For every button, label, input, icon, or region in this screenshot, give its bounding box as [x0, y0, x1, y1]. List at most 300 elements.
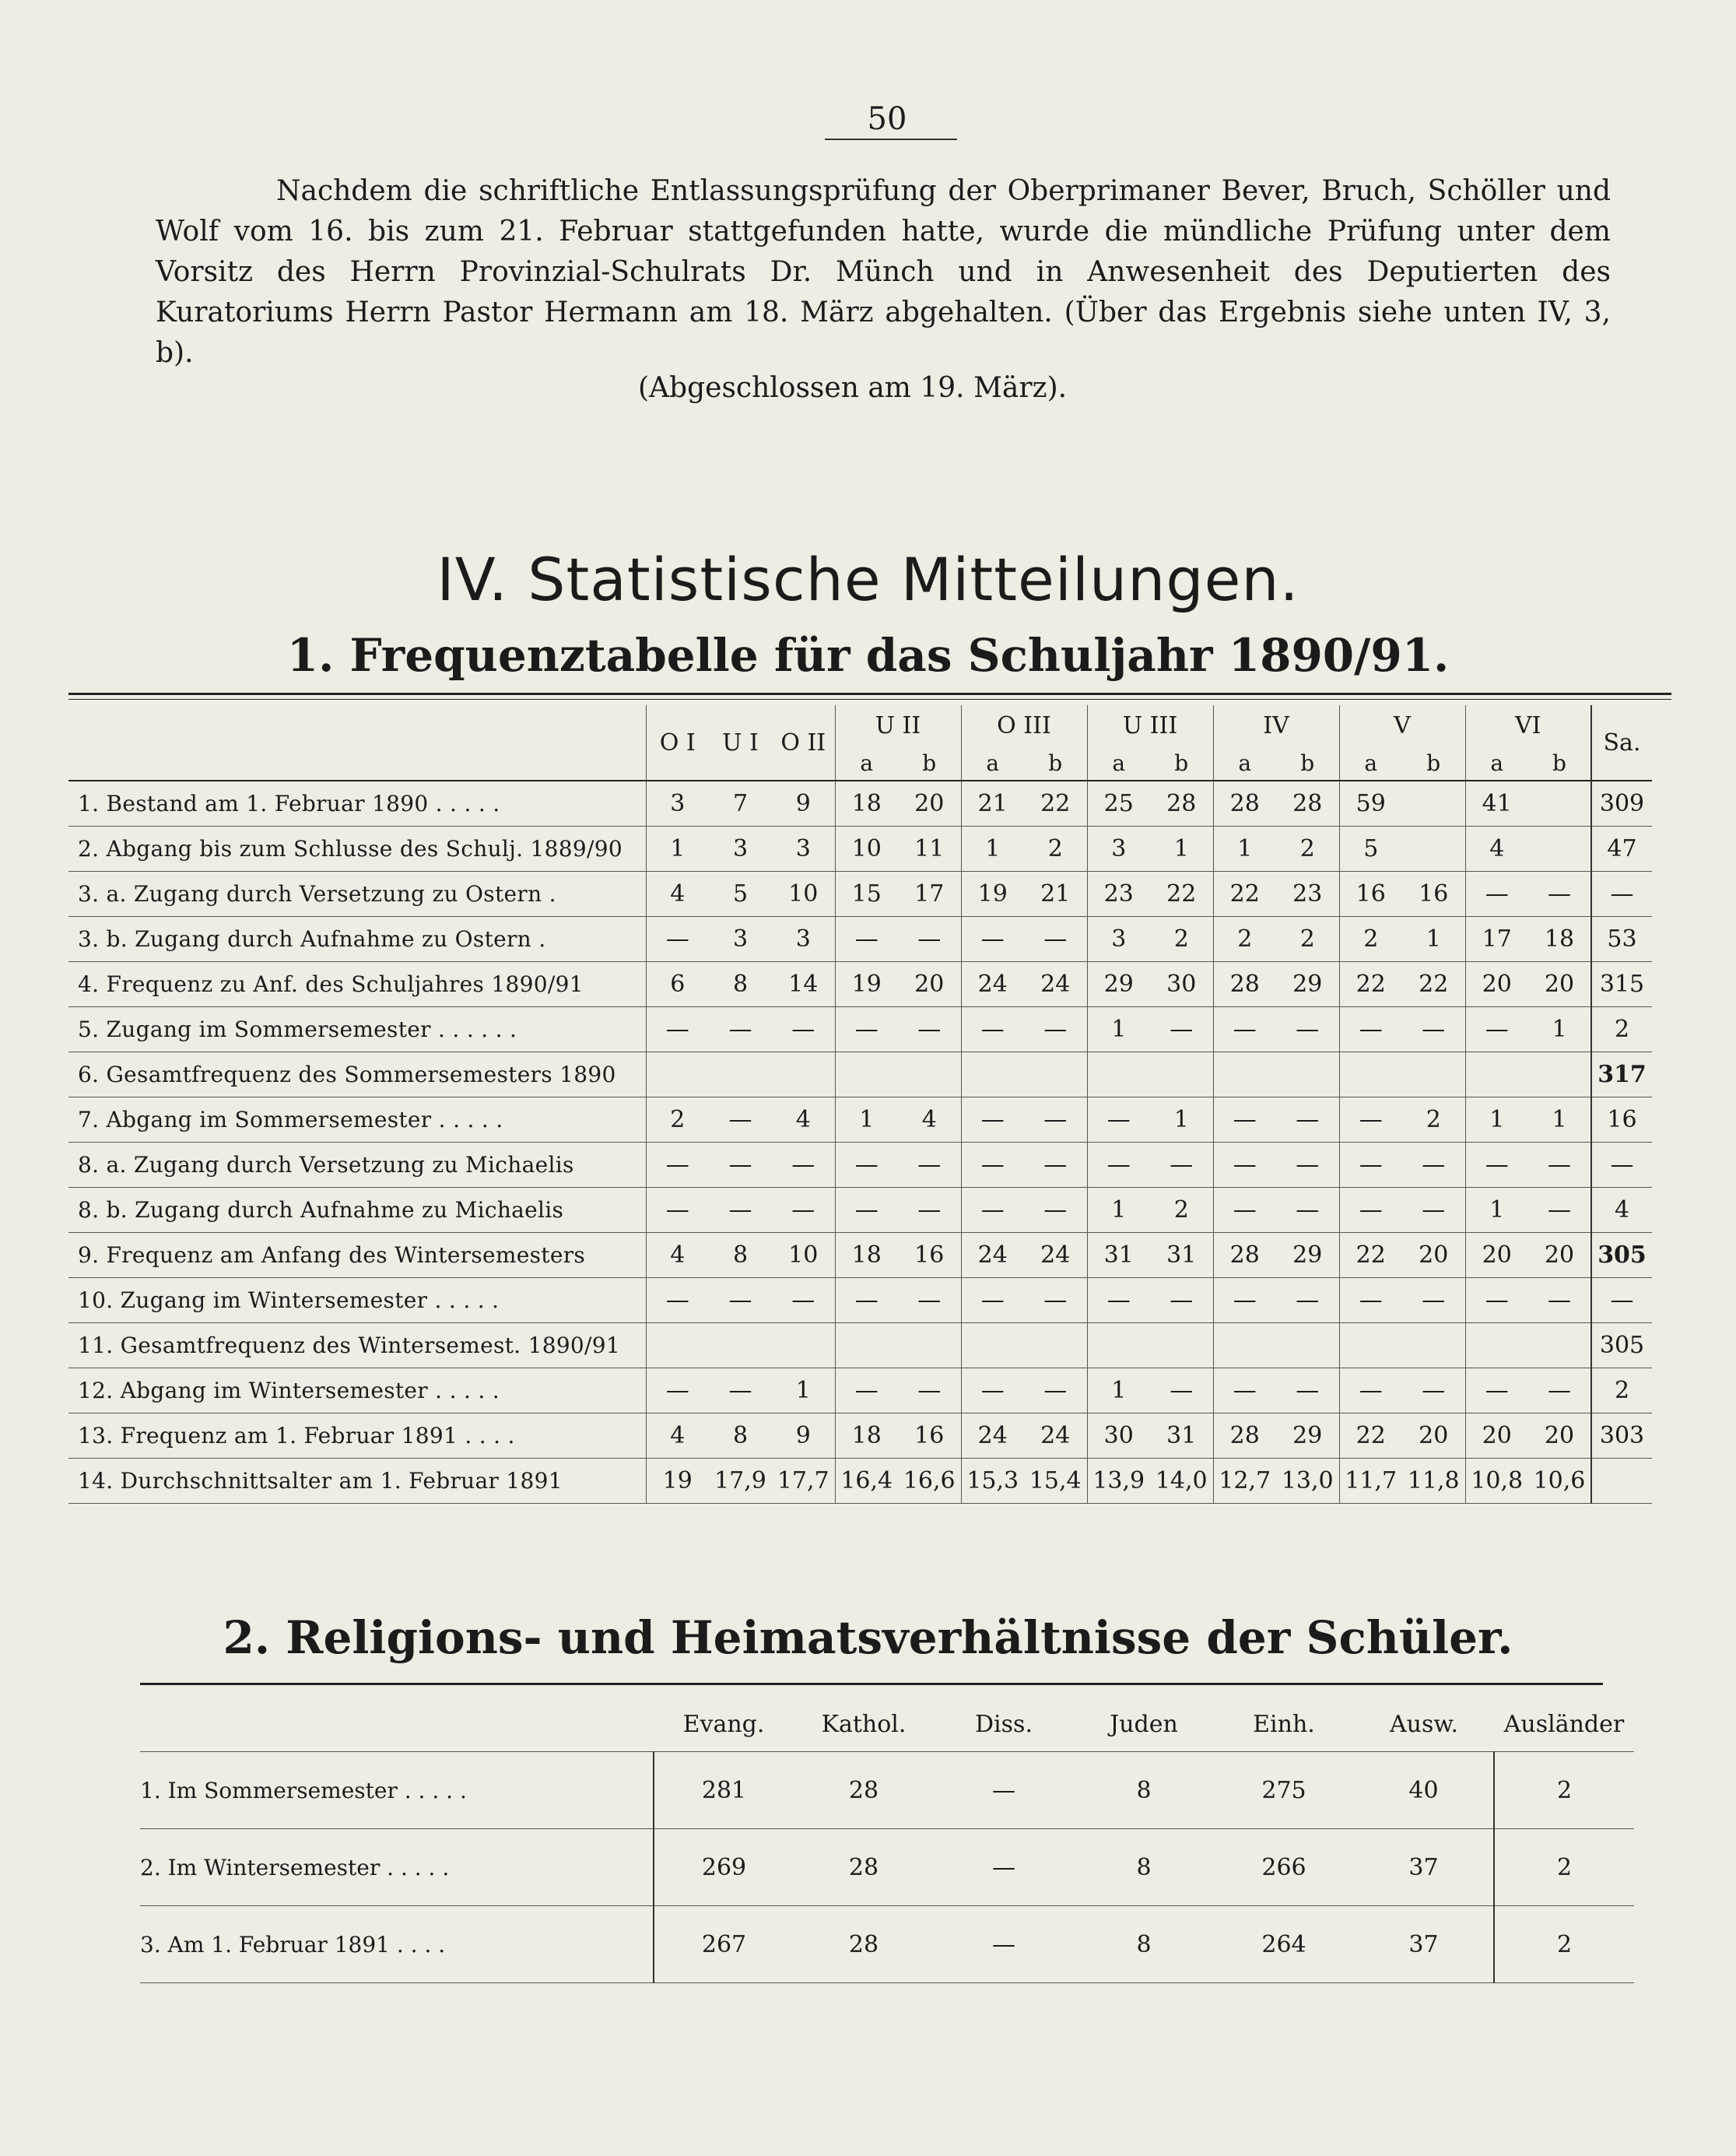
- table-cell: 29: [1292, 1422, 1323, 1449]
- table-cell: 18: [835, 1413, 898, 1459]
- header-uii: U II: [835, 705, 961, 746]
- table-cell: —: [1043, 1196, 1068, 1224]
- table-cell: —: [728, 1287, 752, 1314]
- table-cell: —: [1339, 1007, 1402, 1052]
- table-cell: [835, 1052, 898, 1097]
- table-cell: 1: [646, 827, 709, 872]
- table-cell: 1: [1552, 1106, 1567, 1133]
- table-row: [68, 1143, 1652, 1188]
- table-cell: —: [1043, 1287, 1068, 1314]
- table-cell: 20: [1465, 1233, 1528, 1278]
- table-row: [68, 1323, 1652, 1368]
- table-cell: 8: [732, 1241, 749, 1269]
- subheader-uiii-b: b: [1174, 750, 1189, 776]
- table-cell: 31: [1166, 1241, 1197, 1269]
- table-cell: 13,9: [1087, 1459, 1150, 1504]
- table-cell: —: [1170, 1151, 1194, 1178]
- table-cell: —: [1087, 1143, 1150, 1188]
- table-cell: [1465, 1052, 1528, 1097]
- table-cell: [835, 1323, 898, 1368]
- table-cell: —: [1296, 1016, 1320, 1043]
- subheader-uii-b: b: [922, 750, 937, 776]
- table-cell: —: [961, 1007, 1024, 1052]
- table-cell: 267: [654, 1906, 794, 1983]
- table-cell: 2: [1426, 1106, 1441, 1133]
- table-cell: —: [1296, 1106, 1320, 1133]
- table-cell: 4: [646, 1233, 709, 1278]
- subheader-oiii-b: b: [1048, 750, 1063, 776]
- table-cell: 3: [646, 781, 709, 827]
- table-cell: 40: [1408, 1776, 1439, 1804]
- table-cell: 24: [961, 1413, 1024, 1459]
- table-cell: —: [1422, 1016, 1446, 1043]
- table-cell: 1: [1426, 925, 1441, 953]
- table-cell: 16: [914, 1422, 945, 1449]
- table-cell: 1: [1173, 835, 1189, 862]
- table-cell: [772, 1323, 835, 1368]
- table-row: [140, 1829, 1634, 1906]
- table-cell: [898, 1052, 961, 1097]
- table-cell: —: [835, 917, 898, 962]
- subheader-blank: [68, 746, 646, 781]
- table-cell: —: [646, 917, 709, 962]
- table-cell: 22: [1213, 872, 1276, 917]
- table-cell: —: [961, 1188, 1024, 1233]
- table-cell: 31: [1087, 1233, 1150, 1278]
- table-row: [68, 1233, 1652, 1278]
- religion-table-title: 2. Religions- und Heimatsverhältnisse der Schüler.: [223, 1611, 1513, 1664]
- row-label: 10. Zugang im Wintersemester . . . . .: [78, 1287, 500, 1313]
- table-cell: —: [1339, 1097, 1402, 1143]
- table-cell: 2: [1173, 1196, 1189, 1224]
- subheader-uiii-a: a: [1087, 746, 1150, 781]
- table-cell: 30: [1166, 971, 1197, 998]
- table-cell: —: [1465, 1278, 1528, 1323]
- table-cell: 16: [1419, 880, 1449, 908]
- section-title: IV. Statistische Mitteilungen.: [437, 545, 1299, 614]
- religion-header-blank: [140, 1697, 654, 1752]
- table-cell: 2: [1213, 917, 1276, 962]
- table-cell: —: [1422, 1287, 1446, 1314]
- table-cell: 15,4: [1029, 1467, 1082, 1494]
- table-cell: 6: [646, 962, 709, 1007]
- table-cell: 29: [1087, 962, 1150, 1007]
- table-cell: —: [1422, 1151, 1446, 1178]
- table-cell: 30: [1087, 1413, 1150, 1459]
- table-cell: —: [961, 1368, 1024, 1413]
- table-cell: —: [728, 1016, 752, 1043]
- table-cell: 22: [1339, 1233, 1402, 1278]
- table-cell: —: [1548, 1151, 1571, 1178]
- row-sum: 53: [1591, 917, 1652, 962]
- table-cell: 22: [1419, 971, 1449, 998]
- header-vi: VI: [1465, 705, 1591, 746]
- subheader-oiii-a: a: [961, 746, 1024, 781]
- table-cell: 22: [1040, 790, 1071, 817]
- table-cell: —: [728, 1151, 752, 1178]
- table-row: [68, 962, 1652, 1007]
- row-sum: —: [1591, 1278, 1652, 1323]
- table-row: [68, 1413, 1652, 1459]
- table-cell: —: [1043, 925, 1068, 953]
- table-cell: 266: [1261, 1853, 1306, 1881]
- table-cell: —: [1043, 1106, 1068, 1133]
- table-cell: —: [1548, 880, 1571, 908]
- row-label: 1. Im Sommersemester . . . . .: [140, 1777, 467, 1803]
- table-cell: 28: [1166, 790, 1197, 817]
- table-row: [68, 1007, 1652, 1052]
- table-cell: —: [1296, 1287, 1320, 1314]
- subheader-v-b: b: [1426, 750, 1441, 776]
- intro-paragraph: Nachdem die schriftliche Entlassungsprüfung der Oberprimaner Bever, Bruch, Schöller und Wolf vom 16. bis zum 21. Februar stattgefunden hatte, wurde die mündliche Prüfung unter dem Vorsitz des Herrn Provinzial-Schulrats Dr. Münch und in Anwesenheit des Deputierten des Kuratoriums Herrn Pastor Hermann am 18. März abgehalten. (Über das Ergebnis siehe unten IV, 3, b).: [156, 175, 1611, 369]
- table-cell: 12,7: [1213, 1459, 1276, 1504]
- table-cell: 13,0: [1281, 1467, 1334, 1494]
- table-cell: 8: [732, 1422, 749, 1449]
- table-cell: [1024, 1052, 1087, 1097]
- table-cell: —: [1339, 1278, 1402, 1323]
- table-row: [68, 827, 1652, 872]
- table-cell: [1339, 1323, 1402, 1368]
- row-sum: [1591, 1459, 1652, 1504]
- table-cell: —: [791, 1151, 815, 1178]
- table-cell: —: [1213, 1007, 1276, 1052]
- table-cell: —: [1087, 1278, 1150, 1323]
- header-ui: U I: [722, 729, 759, 757]
- table-cell: —: [791, 1287, 815, 1314]
- table-cell: 20: [1419, 1241, 1449, 1269]
- table-cell: [1528, 781, 1591, 827]
- row-label: 7. Abgang im Sommersemester . . . . .: [78, 1107, 503, 1132]
- table-cell: [646, 1052, 709, 1097]
- table-cell: 8: [1136, 1853, 1152, 1881]
- table-cell: 28: [848, 1776, 879, 1804]
- table-cell: 3: [732, 835, 749, 862]
- religion-table-top-rule: [140, 1683, 1603, 1685]
- row-sum: 305: [1591, 1323, 1652, 1368]
- table-cell: [1402, 827, 1465, 872]
- table-cell: [1276, 1323, 1339, 1368]
- table-cell: 10,8: [1465, 1459, 1528, 1504]
- table-cell: 18: [1544, 925, 1575, 953]
- header-auslaender: Ausländer: [1503, 1710, 1625, 1738]
- header-oi: O I: [646, 705, 709, 781]
- table-cell: 2: [1494, 1829, 1634, 1906]
- table-cell: 2: [1299, 835, 1315, 862]
- header-sum: Sa.: [1591, 705, 1652, 781]
- table-cell: 11,7: [1339, 1459, 1402, 1504]
- subheader-v-a: a: [1339, 746, 1402, 781]
- table-cell: 1: [1213, 827, 1276, 872]
- table-cell: 28: [1292, 790, 1323, 817]
- table-cell: [1402, 1052, 1465, 1097]
- table-cell: 7: [732, 790, 749, 817]
- table-cell: 1: [961, 827, 1024, 872]
- table-row: [68, 1278, 1652, 1323]
- table-cell: [1402, 781, 1465, 827]
- table-cell: 11,8: [1407, 1467, 1460, 1494]
- table-cell: 20: [1544, 1422, 1575, 1449]
- table-cell: 3: [795, 835, 811, 862]
- table-cell: [1150, 1323, 1213, 1368]
- row-sum: 4: [1591, 1188, 1652, 1233]
- table-cell: 2: [1339, 917, 1402, 962]
- table-cell: 17: [914, 880, 945, 908]
- table-cell: —: [791, 1016, 815, 1043]
- table-cell: 10: [788, 880, 819, 908]
- table-cell: —: [1339, 1368, 1402, 1413]
- row-sum: 309: [1591, 781, 1652, 827]
- header-blank: [68, 705, 646, 746]
- table-cell: [898, 1323, 961, 1368]
- header-v: V: [1339, 705, 1465, 746]
- table-cell: —: [835, 1368, 898, 1413]
- table-cell: 2: [1494, 1752, 1634, 1829]
- table-cell: 19: [961, 872, 1024, 917]
- table-cell: —: [1213, 1368, 1276, 1413]
- table-cell: 4: [646, 1413, 709, 1459]
- table-cell: —: [1465, 872, 1528, 917]
- page-number-rule: [825, 139, 957, 140]
- table-cell: 269: [654, 1829, 794, 1906]
- table-cell: —: [1422, 1196, 1446, 1224]
- table-cell: —: [1339, 1188, 1402, 1233]
- table-cell: —: [1213, 1278, 1276, 1323]
- row-label: 1. Bestand am 1. Februar 1890 . . . . .: [78, 791, 500, 816]
- table-cell: —: [646, 1278, 709, 1323]
- table-cell: 8: [1136, 1930, 1152, 1958]
- table-cell: 9: [795, 790, 811, 817]
- header-diss: Diss.: [975, 1710, 1033, 1738]
- table-cell: [709, 1323, 772, 1368]
- row-sum: 2: [1591, 1007, 1652, 1052]
- table-cell: 1: [1552, 1016, 1567, 1043]
- header-evang: Evang.: [682, 1710, 765, 1738]
- table-cell: —: [1548, 1287, 1571, 1314]
- table-cell: —: [835, 1143, 898, 1188]
- table-cell: 2: [1047, 835, 1063, 862]
- table-cell: —: [992, 1853, 1015, 1881]
- table-row: [68, 1188, 1652, 1233]
- table-cell: 14: [788, 971, 819, 998]
- table-cell: [1087, 1323, 1150, 1368]
- table-cell: 3: [1087, 917, 1150, 962]
- table-row: [68, 1097, 1652, 1143]
- table-cell: [961, 1323, 1024, 1368]
- table-cell: —: [917, 925, 942, 953]
- table-cell: 29: [1292, 1241, 1323, 1269]
- row-label: 8. b. Zugang durch Aufnahme zu Michaelis: [78, 1197, 564, 1223]
- table-cell: 28: [1213, 1233, 1276, 1278]
- table-cell: 28: [1213, 781, 1276, 827]
- subheader-vi-a: a: [1465, 746, 1528, 781]
- row-sum: 317: [1591, 1052, 1652, 1097]
- table-cell: 21: [1040, 880, 1071, 908]
- table-cell: [1528, 1323, 1591, 1368]
- table-cell: 264: [1261, 1930, 1306, 1958]
- table-cell: —: [992, 1930, 1015, 1958]
- table-cell: —: [1213, 1143, 1276, 1188]
- row-label: 5. Zugang im Sommersemester . . . . . .: [78, 1017, 517, 1042]
- table-cell: —: [646, 1188, 709, 1233]
- table-cell: 14,0: [1155, 1467, 1208, 1494]
- table-cell: —: [1170, 1287, 1194, 1314]
- table-row: [68, 917, 1652, 962]
- row-sum: —: [1591, 872, 1652, 917]
- row-sum: 305: [1591, 1233, 1652, 1278]
- table-cell: —: [992, 1776, 1015, 1804]
- table-cell: 37: [1408, 1930, 1439, 1958]
- frequency-table-top-rule-2: [68, 699, 1671, 700]
- header-oiii: O III: [961, 705, 1087, 746]
- table-cell: —: [1422, 1377, 1446, 1404]
- table-cell: 20: [914, 971, 945, 998]
- table-cell: —: [1296, 1377, 1320, 1404]
- table-cell: —: [1043, 1377, 1068, 1404]
- table-cell: 23: [1292, 880, 1323, 908]
- table-cell: 281: [654, 1752, 794, 1829]
- table-cell: —: [1548, 1377, 1571, 1404]
- table-cell: 3: [732, 925, 749, 953]
- table-cell: [1213, 1323, 1276, 1368]
- table-cell: —: [1170, 1377, 1194, 1404]
- table-cell: [1024, 1323, 1087, 1368]
- table-cell: 29: [1292, 971, 1323, 998]
- row-label: 9. Frequenz am Anfang des Wintersemesters: [78, 1242, 586, 1268]
- table-cell: —: [646, 1143, 709, 1188]
- table-cell: 22: [1166, 880, 1197, 908]
- closing-note: (Abgeschlossen am 19. März).: [638, 372, 1068, 404]
- row-label: 11. Gesamtfrequenz des Wintersemest. 1890/91: [78, 1333, 621, 1358]
- table-cell: —: [917, 1016, 942, 1043]
- table-cell: 10,6: [1533, 1467, 1586, 1494]
- table-cell: 28: [848, 1853, 879, 1881]
- table-cell: 10: [835, 827, 898, 872]
- table-cell: 4: [795, 1106, 811, 1133]
- header-oii: O II: [780, 729, 826, 757]
- table-cell: —: [646, 1007, 709, 1052]
- header-kathol: Kathol.: [821, 1710, 907, 1738]
- table-cell: —: [961, 1097, 1024, 1143]
- table-cell: —: [1465, 1368, 1528, 1413]
- table-cell: [1339, 1052, 1402, 1097]
- row-sum: 16: [1591, 1097, 1652, 1143]
- table-cell: 11: [914, 835, 945, 862]
- header-iv: IV: [1213, 705, 1339, 746]
- table-row: [68, 1368, 1652, 1413]
- table-cell: [1150, 1052, 1213, 1097]
- table-cell: 1: [1465, 1097, 1528, 1143]
- religion-header-row: [140, 1697, 1634, 1752]
- subheader-uii-a: a: [835, 746, 898, 781]
- table-cell: —: [1087, 1097, 1150, 1143]
- table-cell: —: [961, 1143, 1024, 1188]
- religion-table: [140, 1697, 1634, 1983]
- table-cell: [961, 1052, 1024, 1097]
- table-cell: 20: [914, 790, 945, 817]
- table-cell: —: [917, 1287, 942, 1314]
- table-cell: 23: [1087, 872, 1150, 917]
- table-cell: 37: [1408, 1853, 1439, 1881]
- table-cell: 24: [961, 1233, 1024, 1278]
- row-sum: 2: [1591, 1368, 1652, 1413]
- frequency-table: [68, 705, 1652, 1504]
- table-cell: 8: [732, 971, 749, 998]
- table-cell: —: [1296, 1151, 1320, 1178]
- table-cell: 20: [1544, 1241, 1575, 1269]
- header-ausw: Ausw.: [1389, 1710, 1459, 1738]
- table-cell: 16: [1339, 872, 1402, 917]
- table-cell: 28: [848, 1930, 879, 1958]
- table-cell: —: [728, 1196, 752, 1224]
- table-row: [140, 1906, 1634, 1983]
- table-cell: 2: [1494, 1906, 1634, 1983]
- table-cell: 3: [1087, 827, 1150, 872]
- table-row: [140, 1752, 1634, 1829]
- table-cell: [1402, 1323, 1465, 1368]
- table-cell: 24: [1040, 1422, 1071, 1449]
- table-cell: —: [791, 1196, 815, 1224]
- table-cell: —: [1043, 1016, 1068, 1043]
- row-sum: 303: [1591, 1413, 1652, 1459]
- table-cell: —: [1339, 1143, 1402, 1188]
- table-cell: —: [835, 1007, 898, 1052]
- table-cell: [1213, 1052, 1276, 1097]
- table-cell: 4: [921, 1106, 937, 1133]
- table-cell: 18: [835, 781, 898, 827]
- row-label: 14. Durchschnittsalter am 1. Februar 1891: [78, 1468, 563, 1494]
- table-cell: —: [917, 1196, 942, 1224]
- table-cell: 16,6: [903, 1467, 956, 1494]
- table-cell: —: [728, 1106, 752, 1133]
- table-cell: 17: [1465, 917, 1528, 962]
- table-cell: 2: [646, 1097, 709, 1143]
- subheader-iv-a: a: [1213, 746, 1276, 781]
- row-label: 8. a. Zugang durch Versetzung zu Michaelis: [78, 1152, 574, 1178]
- table-cell: 20: [1465, 1413, 1528, 1459]
- table-cell: 10: [788, 1241, 819, 1269]
- table-cell: 22: [1339, 1413, 1402, 1459]
- row-label: 3. Am 1. Februar 1891 . . . .: [140, 1931, 446, 1958]
- table-cell: 20: [1419, 1422, 1449, 1449]
- table-cell: [709, 1052, 772, 1097]
- table-cell: 4: [1465, 827, 1528, 872]
- header-einh: Einh.: [1253, 1710, 1315, 1738]
- table-cell: 2: [1173, 925, 1189, 953]
- row-sum: 315: [1591, 962, 1652, 1007]
- subheader-iv-b: b: [1300, 750, 1315, 776]
- table-cell: 24: [961, 962, 1024, 1007]
- table-cell: 16: [914, 1241, 945, 1269]
- table-cell: —: [1465, 1143, 1528, 1188]
- table-cell: —: [1213, 1188, 1276, 1233]
- table-row: [68, 781, 1652, 827]
- table-cell: —: [1548, 1196, 1571, 1224]
- table-cell: 15,3: [961, 1459, 1024, 1504]
- table-cell: 275: [1261, 1776, 1306, 1804]
- subheader-vi-b: b: [1552, 750, 1566, 776]
- table-cell: 16,4: [835, 1459, 898, 1504]
- table-cell: 1: [1087, 1007, 1150, 1052]
- table-cell: 1: [1173, 1106, 1189, 1133]
- table-cell: [772, 1052, 835, 1097]
- table-cell: 9: [795, 1422, 811, 1449]
- table-cell: 5: [732, 880, 749, 908]
- table-cell: 25: [1087, 781, 1150, 827]
- table-cell: 1: [835, 1097, 898, 1143]
- table-cell: 1: [1087, 1368, 1150, 1413]
- table-cell: 21: [961, 781, 1024, 827]
- table-cell: [1276, 1052, 1339, 1097]
